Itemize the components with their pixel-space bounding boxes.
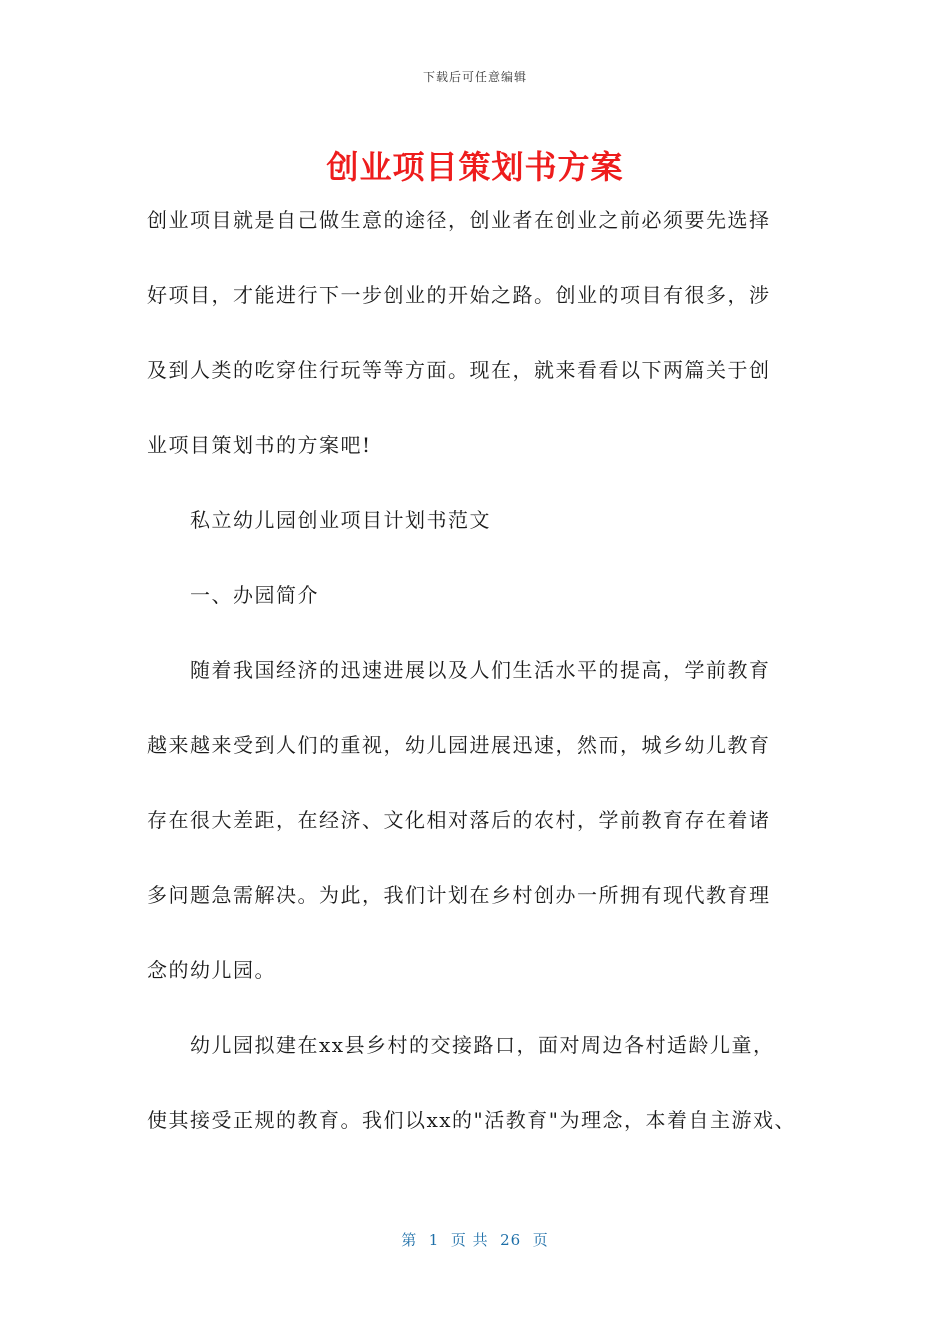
paragraph-line: 念的幼儿园。	[147, 958, 276, 982]
paragraph-line: 好项目，才能进行下一步创业的开始之路。创业的项目有很多，涉	[147, 283, 771, 307]
paragraph-line: 多问题急需解决。为此，我们计划在乡村创办一所拥有现代教育理	[147, 883, 771, 907]
document-title: 创业项目策划书方案	[326, 148, 624, 186]
paragraph-line: 随着我国经济的迅速进展以及人们生活水平的提高，学前教育	[190, 658, 771, 682]
section-subheading: 一、办园简介	[190, 583, 319, 607]
paragraph-line: 幼儿园拟建在xx县乡村的交接路口，面对周边各村适龄儿童，	[190, 1033, 775, 1057]
header-note: 下载后可任意编辑	[422, 70, 527, 84]
document-body	[147, 196, 807, 1171]
paragraph-line: 创业项目就是自己做生意的途径，创业者在创业之前必须要先选择	[147, 208, 771, 232]
paragraph-line: 使其接受正规的教育。我们以xx的"活教育"为理念，本着自主游戏、	[147, 1108, 796, 1132]
paragraph-line: 存在很大差距，在经济、文化相对落后的农村，学前教育存在着诸	[147, 808, 771, 832]
section-heading: 私立幼儿园创业项目计划书范文	[190, 508, 491, 532]
page-number-footer: 第 1 页 共 26 页	[401, 1231, 549, 1249]
paragraph-line: 及到人类的吃穿住行玩等等方面。现在，就来看看以下两篇关于创	[147, 358, 771, 382]
paragraph-line: 越来越来受到人们的重视，幼儿园进展迅速，然而，城乡幼儿教育	[147, 733, 771, 757]
paragraph-line: 业项目策划书的方案吧!	[147, 433, 372, 457]
